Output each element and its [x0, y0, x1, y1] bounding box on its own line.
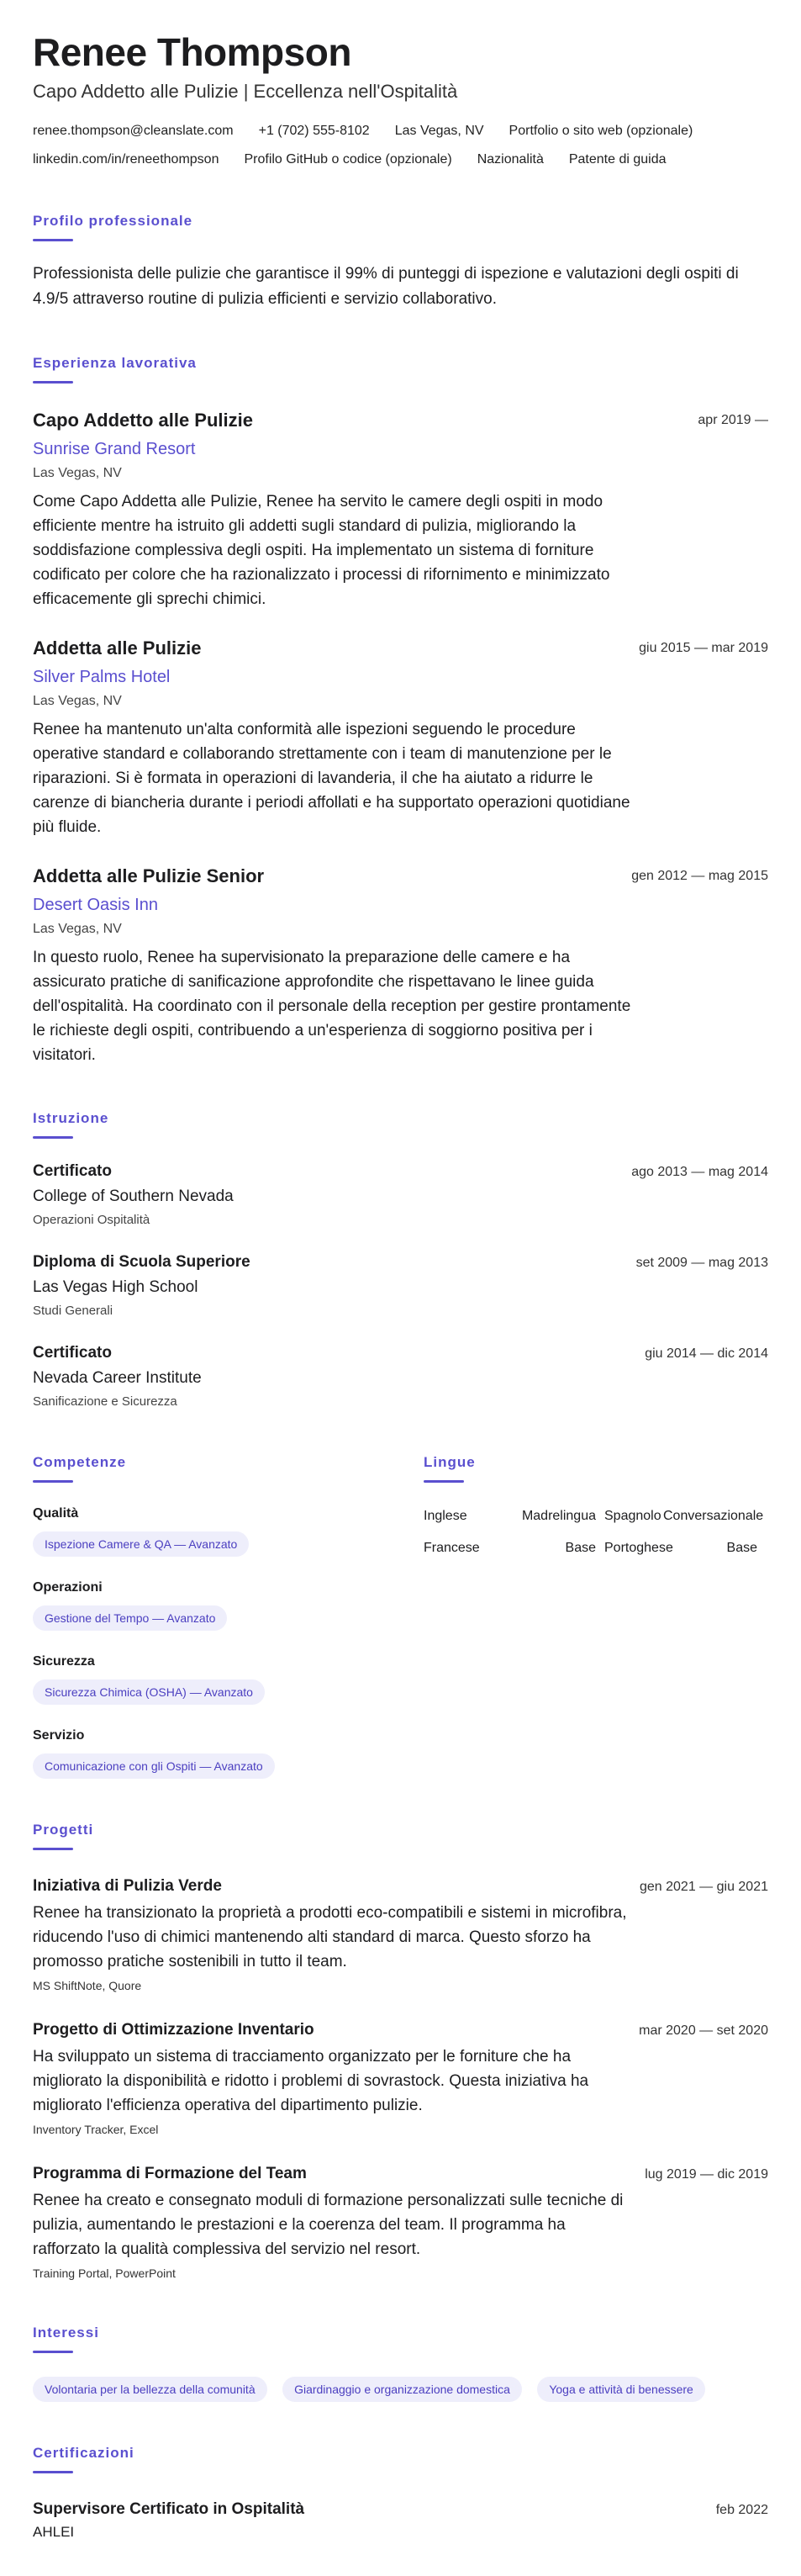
- language-name: Inglese: [424, 1509, 467, 1523]
- education-date: set 2009 — mag 2013: [635, 1256, 768, 1270]
- project-name: Progetto di Ottimizzazione Inventario: [33, 2021, 314, 2039]
- contact-email[interactable]: renee.thompson@cleanslate.com: [33, 124, 234, 138]
- certification-issuer: AHLEI: [33, 2524, 75, 2540]
- certification-name: Supervisore Certificato in Ospitalità: [33, 2500, 305, 2518]
- project-entry: [33, 1875, 768, 1994]
- skill-group: [33, 1653, 424, 1705]
- section-divider: [33, 2351, 73, 2353]
- projects-section: [33, 1821, 768, 2282]
- project-description: Renee ha creato e consegnato moduli di formazione personalizzati sulle tecniche di pulizia, aumentando le prestazioni e la coerenza del team. Il programma ha rafforzato la qualità complessiva del servizio nel resort.: [33, 2192, 624, 2258]
- field-of-study: Sanificazione e Sicurezza: [33, 1394, 177, 1409]
- candidate-headline: Capo Addetto alle Pulizie | Eccellenza nell'Ospitalità: [33, 81, 458, 102]
- employer: Sunrise Grand Resort: [33, 440, 196, 458]
- skills-section: [33, 1453, 424, 1779]
- education-entry: [33, 1161, 768, 1230]
- job-description: Come Capo Addetta alle Pulizie, Renee ha servito le camere degli ospiti in modo efficiente mentre ha istruito gli addetti sugli standard di pulizia, migliorando la soddisfazione complessiva degli ospiti. Ha implementato un sistema di forniture codificato per colore che ha razionalizzato i processi di rifornimento e minimizzato efficacemente gli sprechi chimici.: [33, 493, 610, 608]
- project-entry: [33, 2019, 768, 2138]
- section-title: Istruzione: [33, 1110, 109, 1126]
- section-divider: [33, 1848, 73, 1850]
- job-location: Las Vegas, NV: [33, 466, 122, 480]
- field-of-study: Operazioni Ospitalità: [33, 1213, 150, 1227]
- experience-entry: [33, 865, 768, 1067]
- field-of-study: Studi Generali: [33, 1304, 113, 1318]
- degree: Certificato: [33, 1344, 112, 1362]
- experience-section: [33, 354, 768, 1067]
- profile-summary: Professionista delle pulizie che garantisce il 99% di punteggi di ispezione e valutazioni degli ospiti di 4.9/5 attraverso routine di pulizia efficienti e servizio collaborativo.: [33, 265, 739, 308]
- job-date: giu 2015 — mar 2019: [639, 641, 768, 655]
- experience-entry: [33, 637, 768, 839]
- skill-category: Sicurezza: [33, 1654, 95, 1669]
- job-description: In questo ruolo, Renee ha supervisionato la preparazione delle camere e ha assicurato pratiche di sanificazione approfondite che rispettavano le linee guida dell'ospitalità. Ha coordinato con il personale della reception per gestire prontamente le richieste degli ospiti, contribuendo a un'esperienza di soggiorno positiva per i visitatori.: [33, 949, 631, 1064]
- job-description: Renee ha mantenuto un'alta conformità alle ispezioni seguendo le procedure operative standard e collaborando strettamente con i team di manutenzione per le riparazioni. Si è formata in operazioni di lavanderia, il che ha aiutato a ridurre le carenze di biancheria durante i periodi affollati e ha supportato operazioni quotidiane più fluide.: [33, 721, 630, 836]
- interest-list: [33, 2368, 768, 2402]
- job-date: gen 2012 — mag 2015: [631, 869, 768, 883]
- section-title: Certificazioni: [33, 2445, 134, 2461]
- school: Las Vegas High School: [33, 1278, 198, 1296]
- job-title: Capo Addetto alle Pulizie: [33, 410, 253, 431]
- interest-chip: Giardinaggio e organizzazione domestica: [282, 2377, 522, 2402]
- contact-portfolio[interactable]: Portfolio o sito web (opzionale): [509, 124, 693, 138]
- contact-driving-license: Patente di guida: [568, 152, 667, 167]
- language-list: [424, 1506, 768, 1558]
- candidate-name: Renee Thompson: [33, 30, 351, 74]
- degree: Certificato: [33, 1162, 112, 1180]
- skill-group: [33, 1579, 424, 1631]
- profile-section: [33, 212, 768, 312]
- section-title: Interessi: [33, 2325, 99, 2341]
- interests-section: [33, 2324, 768, 2402]
- skill-chip: Gestione del Tempo — Avanzato: [33, 1605, 227, 1631]
- contact-phone[interactable]: +1 (702) 555-8102: [258, 124, 370, 138]
- school: College of Southern Nevada: [33, 1187, 234, 1205]
- languages-section: [424, 1453, 768, 1779]
- project-tools: Training Portal, PowerPoint: [33, 2267, 176, 2280]
- skill-group: [33, 1505, 424, 1557]
- education-entry: [33, 1342, 768, 1411]
- section-title: Competenze: [33, 1454, 127, 1470]
- project-name: Programma di Formazione del Team: [33, 2165, 307, 2182]
- contact-list: [33, 121, 768, 170]
- interest-chip: Volontaria per la bellezza della comunità: [33, 2377, 267, 2402]
- project-description: Renee ha transizionato la proprietà a prodotti eco-compatibili e sistemi in microfibra, riducendo l'uso di chimici mantenendo alti standard di marca. Questo sforzo ha promosso pratiche sostenibili in tutto il team.: [33, 1904, 627, 1970]
- certification-date: feb 2022: [715, 2503, 768, 2517]
- experience-entry: [33, 409, 768, 611]
- section-divider: [33, 2471, 73, 2473]
- employer: Silver Palms Hotel: [33, 668, 171, 686]
- contact-linkedin[interactable]: linkedin.com/in/reneethompson: [33, 152, 219, 167]
- job-location: Las Vegas, NV: [33, 694, 122, 708]
- employer: Desert Oasis Inn: [33, 896, 158, 914]
- language-level: Madrelingua: [521, 1509, 596, 1523]
- section-divider: [33, 381, 73, 383]
- section-divider: [33, 1136, 73, 1139]
- education-date: giu 2014 — dic 2014: [645, 1346, 768, 1361]
- contact-github[interactable]: Profilo GitHub o codice (opzionale): [244, 152, 452, 167]
- job-date: apr 2019 —: [698, 413, 768, 427]
- language-name: Francese: [424, 1541, 480, 1555]
- language-level: Conversazionale: [663, 1509, 764, 1523]
- project-entry: [33, 2163, 768, 2282]
- education-entry: [33, 1251, 768, 1320]
- job-location: Las Vegas, NV: [33, 922, 122, 936]
- project-date: lug 2019 — dic 2019: [645, 2167, 768, 2182]
- section-divider: [424, 1480, 464, 1483]
- project-name: Iniziativa di Pulizia Verde: [33, 1877, 222, 1895]
- certification-entry: [33, 2499, 768, 2542]
- language-level: Base: [726, 1541, 757, 1555]
- resume-header: [33, 30, 768, 170]
- skill-chip: Sicurezza Chimica (OSHA) — Avanzato: [33, 1679, 265, 1705]
- language-name: Portoghese: [604, 1541, 673, 1555]
- project-description: Ha sviluppato un sistema di tracciamento organizzato per le forniture che ha migliorato la disponibilità e ridotto i problemi di sovrastock. Questa iniziativa ha migliorato l'efficienza operativa del dipartimento pulizie.: [33, 2048, 589, 2114]
- education-date: ago 2013 — mag 2014: [631, 1165, 768, 1179]
- skill-chip: Ispezione Camere & QA — Avanzato: [33, 1531, 249, 1557]
- job-title: Addetta alle Pulizie: [33, 637, 202, 659]
- skill-category: Servizio: [33, 1728, 85, 1743]
- section-divider: [33, 1480, 73, 1483]
- contact-location: Las Vegas, NV: [394, 124, 484, 138]
- interest-chip: Yoga e attività di benessere: [537, 2377, 705, 2402]
- certifications-section: [33, 2444, 768, 2542]
- school: Nevada Career Institute: [33, 1369, 202, 1387]
- section-title: Esperienza lavorativa: [33, 355, 197, 371]
- education-section: [33, 1109, 768, 1411]
- section-title: Progetti: [33, 1822, 94, 1838]
- project-date: gen 2021 — giu 2021: [639, 1880, 768, 1894]
- contact-nationality: Nazionalità: [477, 152, 544, 167]
- section-divider: [33, 239, 73, 241]
- section-title: Profilo professionale: [33, 213, 193, 229]
- skill-group: [33, 1727, 424, 1779]
- language-name: Spagnolo: [604, 1509, 661, 1523]
- project-tools: Inventory Tracker, Excel: [33, 2123, 159, 2136]
- skill-category: Qualità: [33, 1506, 79, 1521]
- project-date: mar 2020 — set 2020: [639, 2023, 768, 2038]
- degree: Diploma di Scuola Superiore: [33, 1253, 250, 1271]
- skill-chip: Comunicazione con gli Ospiti — Avanzato: [33, 1753, 275, 1779]
- project-tools: MS ShiftNote, Quore: [33, 1979, 142, 1992]
- job-title: Addetta alle Pulizie Senior: [33, 865, 265, 886]
- language-level: Base: [565, 1541, 596, 1555]
- skills-languages-row: [33, 1453, 768, 1779]
- section-title: Lingue: [424, 1454, 476, 1470]
- skill-category: Operazioni: [33, 1580, 103, 1595]
